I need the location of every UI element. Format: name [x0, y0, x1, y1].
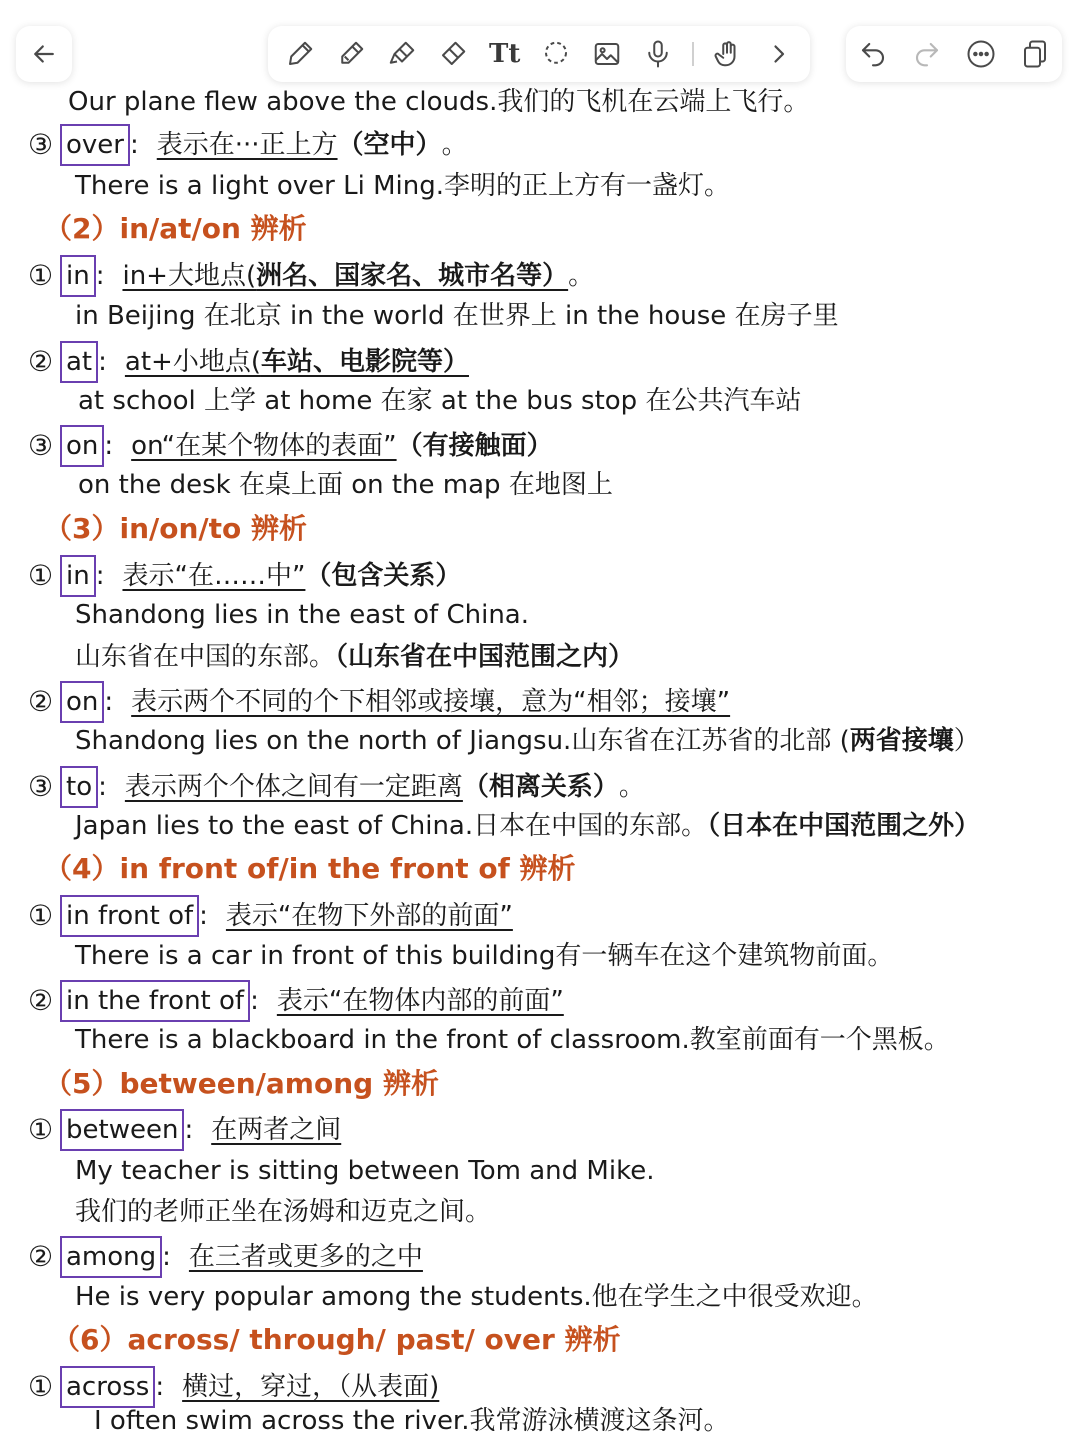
section-heading-6: （6）across/ through/ past/ over 辨析 — [52, 1323, 621, 1356]
sentence-text: Shandong lies on the north of Jiangsu.山东省在江苏省的北部 ( — [75, 726, 850, 756]
translation-text: 山东省在中国的东部。 — [75, 642, 336, 672]
definition-item-in — [28, 255, 594, 297]
drawing-tools-toolbar — [268, 26, 810, 82]
sentence-note: （日本在中国范围之外） — [707, 811, 981, 841]
definition-note: 车站、电影院等） — [260, 347, 469, 377]
definition-text: 横过，穿过，（从表面) — [182, 1372, 440, 1402]
definition-item-in-the-front-of — [28, 980, 564, 1022]
definition-item-on — [28, 425, 553, 467]
keyword-box: across — [60, 1366, 155, 1408]
back-arrow-icon[interactable] — [26, 36, 62, 72]
definition-note: （相离关系） — [462, 772, 619, 802]
colon: : — [155, 1372, 165, 1402]
section-heading-4: （4）in front of/in the front of 辨析 — [44, 852, 576, 885]
toolbar-divider — [692, 42, 694, 66]
definition-item-in — [28, 555, 461, 597]
translation-note: （山东省在中国范围之内） — [335, 642, 635, 672]
colon: : — [250, 986, 259, 1016]
example-sentence — [75, 809, 980, 843]
punctuation: 。 — [618, 772, 645, 802]
example-sentence: There is a car in front of this building有一辆车在这个建筑物前面。 — [75, 941, 894, 971]
definition-text: 表示两个个体之间有一定距离 — [124, 772, 463, 802]
colon: : — [199, 901, 208, 931]
undo-icon[interactable] — [855, 36, 891, 72]
item-number: ③ — [28, 429, 54, 462]
item-number: ① — [28, 1113, 54, 1146]
pages-icon[interactable] — [1017, 36, 1053, 72]
text-tool-icon[interactable]: Tt — [489, 39, 521, 69]
example-sentence: I often swim across the river.我常游泳横渡这条河。 — [94, 1406, 730, 1436]
definition-note: （包含关系） — [305, 561, 462, 591]
definition-item-to — [28, 766, 645, 808]
item-number: ① — [28, 559, 54, 592]
document-actions-toolbar — [846, 26, 1062, 82]
colon: : — [98, 772, 107, 802]
keyword-box: in the front of — [60, 980, 250, 1022]
definition-text: 表示“在……中” — [122, 561, 306, 591]
keyword-box: in front of — [60, 895, 199, 937]
example-sentence: in Beijing 在北京 in the world 在世界上 in the house 在房子里 — [75, 301, 839, 331]
example-sentence: My teacher is sitting between Tom and Mike. — [75, 1156, 655, 1186]
definition-item-over — [28, 124, 468, 166]
keyword-box: in — [60, 555, 96, 597]
highlighter-icon[interactable] — [384, 36, 420, 72]
definition-note: （有接触面） — [396, 431, 553, 461]
redo-icon[interactable] — [909, 36, 945, 72]
sentence-text: Japan lies to the east of China.日本在中国的东部。 — [75, 811, 708, 841]
definition-text: 表示“在物下外部的前面” — [225, 901, 513, 931]
keyword-box: on — [60, 425, 104, 467]
keyword-box: over — [60, 124, 130, 166]
example-translation: 我们的老师正坐在汤姆和迈克之间。 — [75, 1197, 492, 1227]
item-number: ① — [28, 1370, 54, 1403]
definition-text: at+小地点( — [124, 347, 261, 377]
example-sentence: He is very popular among the students.他在学生之中很受欢迎。 — [75, 1282, 878, 1312]
keyword-box: on — [60, 681, 104, 723]
definition-item-among — [28, 1236, 423, 1278]
microphone-icon[interactable] — [640, 36, 676, 72]
colon: : — [104, 431, 114, 461]
definition-item-across — [28, 1366, 439, 1408]
item-number: ③ — [28, 128, 54, 161]
example-translation — [75, 640, 634, 674]
definition-item-in-front-of — [28, 895, 513, 937]
definition-text: 表示在···正上方 — [156, 130, 338, 160]
pencil-icon[interactable] — [333, 36, 369, 72]
keyword-box: between — [60, 1109, 184, 1151]
more-icon[interactable] — [963, 36, 999, 72]
example-sentence: on the desk 在桌上面 on the map 在地图上 — [78, 470, 613, 500]
punctuation: ） — [953, 726, 980, 756]
image-icon[interactable] — [589, 36, 625, 72]
keyword-box: at — [60, 341, 98, 383]
example-sentence: There is a blackboard in the front of classroom.教室前面有一个黑板。 — [75, 1025, 950, 1055]
section-heading-5: （5）between/among 辨析 — [44, 1067, 439, 1100]
colon: : — [162, 1242, 171, 1272]
colon: : — [184, 1115, 194, 1145]
definition-text: on“在某个物体的表面” — [131, 431, 397, 461]
lasso-icon[interactable] — [538, 36, 574, 72]
chevron-right-icon[interactable] — [760, 36, 796, 72]
definition-note: 洲名、国家名、城市名等） — [256, 261, 569, 291]
keyword-box: among — [60, 1236, 162, 1278]
item-number: ② — [28, 345, 54, 378]
colon: : — [129, 130, 139, 160]
back-button[interactable] — [16, 26, 72, 82]
item-number: ② — [28, 1240, 54, 1273]
definition-text: 在三者或更多的之中 — [188, 1242, 423, 1272]
item-number: ① — [28, 899, 54, 932]
definition-text: in+大地点( — [122, 261, 257, 291]
item-number: ① — [28, 259, 54, 292]
definition-text: 表示两个不同的个下相邻或接壤，意为“相邻；接壤” — [131, 687, 731, 717]
item-number: ② — [28, 984, 54, 1017]
colon: : — [95, 561, 105, 591]
colon: : — [95, 261, 105, 291]
example-sentence: at school 上学 at home 在家 at the bus stop 在公共汽车站 — [78, 386, 802, 416]
definition-item-at — [28, 341, 469, 383]
item-number: ③ — [28, 770, 54, 803]
definition-item-on — [28, 681, 730, 723]
pen-icon[interactable] — [282, 36, 318, 72]
definition-text: 在两者之间 — [211, 1115, 342, 1145]
example-sentence: There is a light over Li Ming.李明的正上方有一盏灯。 — [75, 171, 730, 201]
punctuation: 。 — [568, 261, 595, 291]
colon: : — [98, 347, 107, 377]
example-sentence: Our plane flew above the clouds.我们的飞机在云端上飞行。 — [68, 87, 810, 117]
definition-note: （空中） — [337, 130, 442, 160]
sentence-note: 两省接壤 — [849, 726, 954, 756]
example-sentence: Shandong lies in the east of China. — [75, 600, 529, 630]
keyword-box: to — [60, 766, 98, 808]
example-sentence — [75, 724, 980, 758]
punctuation: 。 — [441, 130, 468, 160]
item-number: ② — [28, 685, 54, 718]
section-heading-2: （2）in/at/on 辨析 — [44, 212, 307, 245]
hand-pointer-icon[interactable] — [709, 36, 745, 72]
colon: : — [104, 687, 114, 717]
eraser-icon[interactable] — [435, 36, 471, 72]
definition-item-between — [28, 1109, 341, 1151]
keyword-box: in — [60, 255, 96, 297]
section-heading-3: （3）in/on/to 辨析 — [44, 512, 308, 545]
definition-text: 表示“在物体内部的前面” — [276, 986, 564, 1016]
